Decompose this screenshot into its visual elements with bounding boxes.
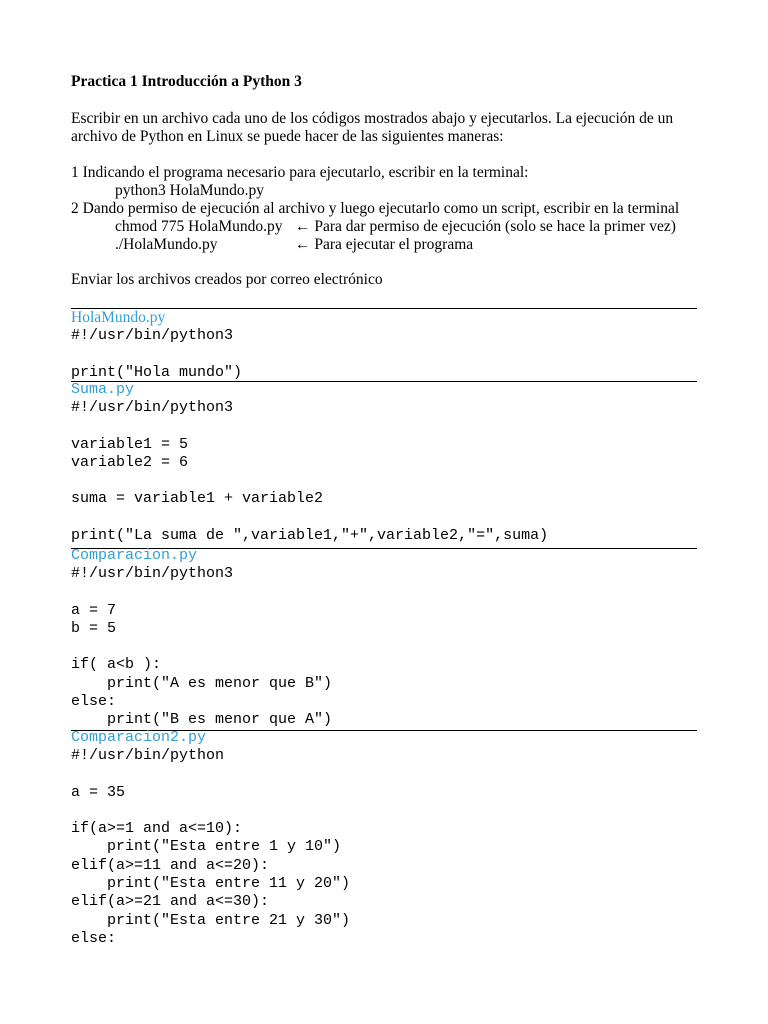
step-2-note-chmod: ← Para dar permiso de ejecución (solo se hace la primer vez) — [295, 218, 676, 235]
file-block-suma — [71, 381, 697, 545]
filename-label: Suma.py — [71, 381, 135, 398]
page-title: Practica 1 Introducción a Python 3 — [71, 73, 302, 90]
filename-label: HolaMundo.py — [71, 309, 166, 326]
execution-steps — [71, 164, 711, 254]
filename-label: Comparacion.py — [71, 547, 198, 564]
send-instructions: Enviar los archivos creados por correo electrónico — [71, 271, 383, 288]
step-1-text: 1 Indicando el programa necesario para ejecutarlo, escribir en la terminal: — [71, 164, 529, 181]
step-2-command-run: ./HolaMundo.py — [115, 236, 218, 253]
step-2-row-2 — [71, 236, 711, 254]
step-2-text: 2 Dando permiso de ejecución al archivo y luego ejecutarlo como un script, escribir en la terminal — [71, 200, 680, 217]
file-block-holamundo — [71, 309, 697, 382]
code-listing: #!/usr/bin/python a = 35 if(a>=1 and a<=10): print("Esta entre 1 y 10") elif(a>=11 and a<=20): print("Esta entre 11 y 20") elif(a>=21 and a<=30): print("Esta entre 21 y 30") else: — [71, 747, 351, 947]
code-listing: #!/usr/bin/python3 a = 7 b = 5 if( a<b ): print("A es menor que B") else: print("B es menor que A") — [71, 565, 333, 729]
intro-paragraph: Escribir en un archivo cada uno de los códigos mostrados abajo y ejecutarlos. La ejecución de un archivo de Python en Linux se puede hacer de las siguientes maneras: — [71, 110, 674, 145]
filename-label: Comparacion2.py — [71, 729, 207, 746]
file-block-comparacion2 — [71, 729, 697, 948]
code-listing: #!/usr/bin/python3 variable1 = 5 variable2 = 6 suma = variable1 + variable2 print("La suma de ",variable1,"+",variable2,"=",suma) — [71, 399, 549, 545]
step-2-row-1 — [71, 218, 711, 236]
step-2-note-run: ← Para ejecutar el programa — [295, 236, 474, 253]
step-2-command-chmod: chmod 775 HolaMundo.py — [115, 218, 283, 235]
step-1-command: python3 HolaMundo.py — [115, 182, 264, 199]
code-listing: #!/usr/bin/python3 print("Hola mundo") — [71, 327, 243, 381]
file-block-comparacion — [71, 547, 697, 730]
